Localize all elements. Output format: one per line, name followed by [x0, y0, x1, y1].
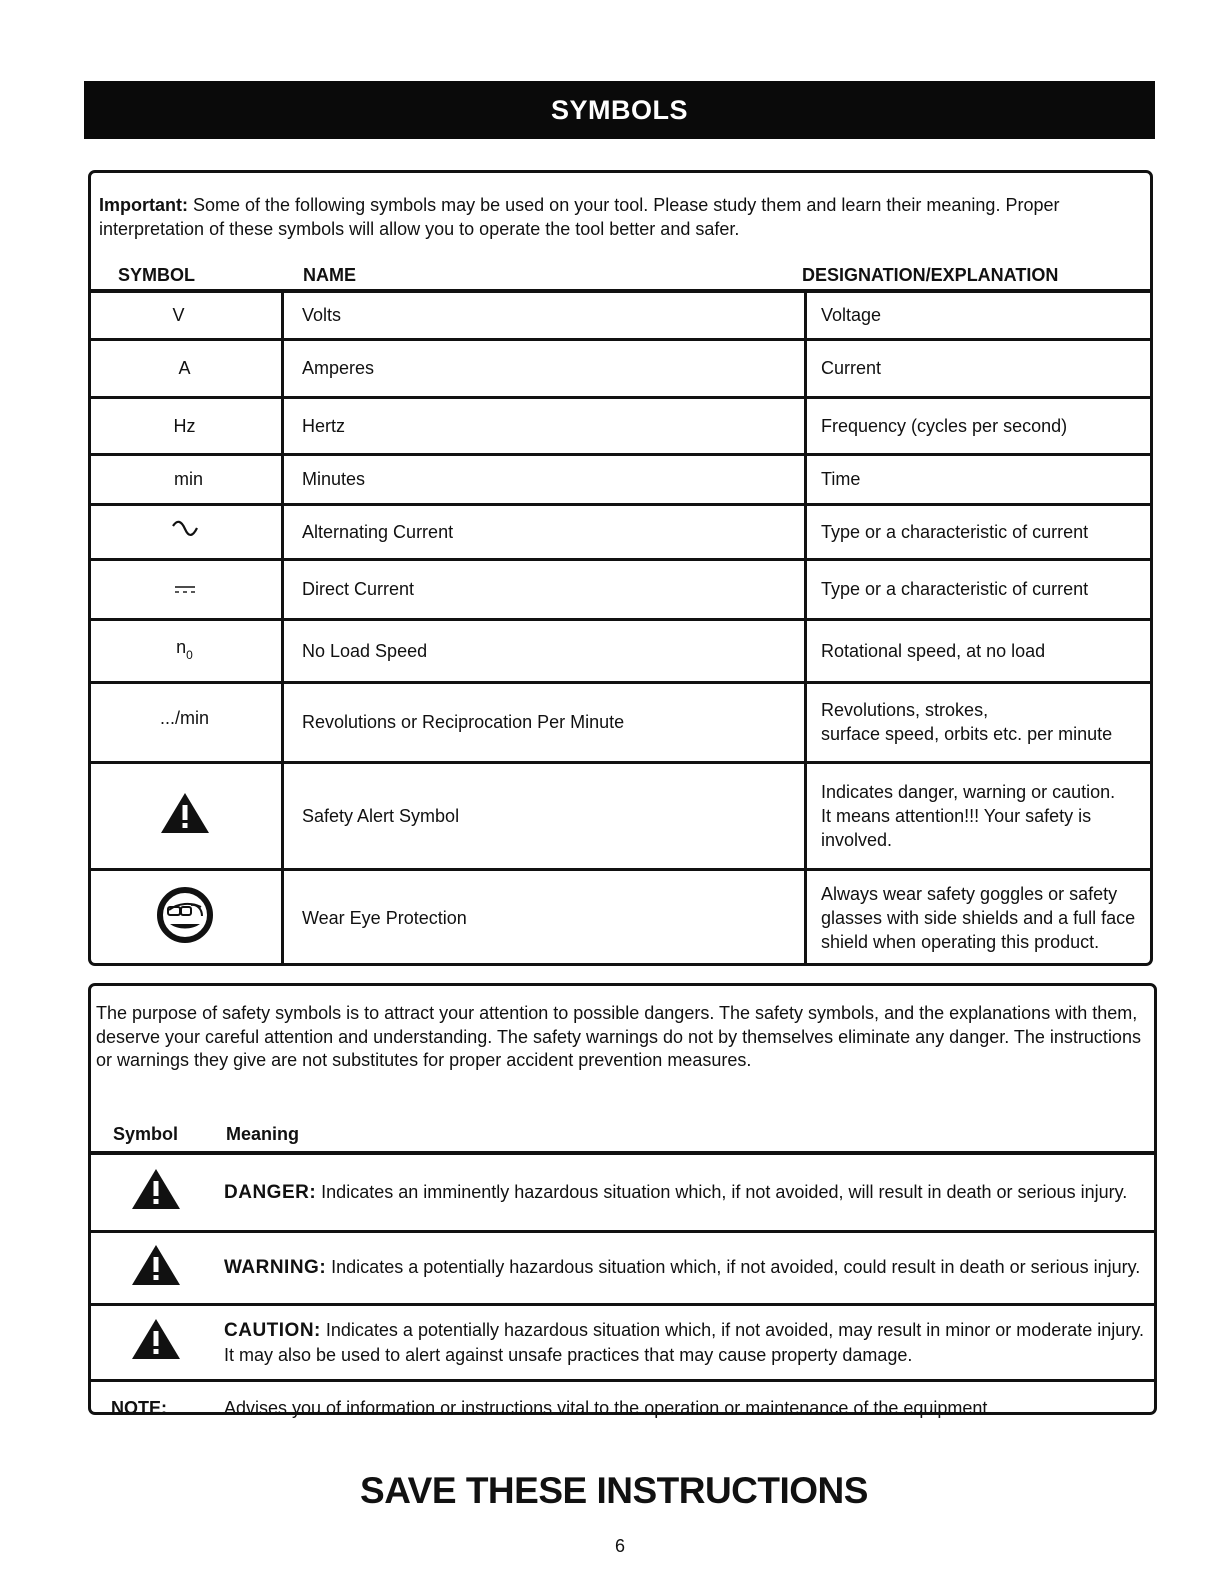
symbol-cell	[88, 397, 283, 454]
meaning-cell	[224, 1231, 1157, 1304]
save-instructions-heading: SAVE THESE INSTRUCTIONS	[360, 1470, 868, 1511]
important-note	[99, 193, 1149, 241]
symbol-text: A	[178, 358, 191, 378]
header-symbol: SYMBOL	[118, 265, 196, 285]
eye-protection-icon	[156, 886, 214, 944]
table-row	[88, 291, 1153, 339]
symbol-cell	[88, 1231, 224, 1304]
symbol-cell	[88, 762, 283, 869]
table-row	[88, 1153, 1157, 1231]
meaning-cell	[224, 1153, 1157, 1231]
table-row	[88, 504, 1153, 559]
designation-line: involved.	[821, 829, 893, 850]
designation-line: It means attention!!! Your safety is	[821, 805, 1092, 826]
note-label: NOTE:	[88, 1380, 224, 1435]
symbol-cell	[88, 339, 283, 397]
designation-cell: Current	[806, 339, 1154, 397]
designation-line: shield when operating this product.	[821, 931, 1100, 952]
table-row	[88, 1231, 1157, 1304]
meaning-text: Indicates a potentially hazardous situation which, if not avoided, could result in death or serious injury.	[326, 1257, 1141, 1277]
warning-icon	[130, 1243, 182, 1287]
symbol-cell	[88, 454, 283, 504]
designation-cell	[806, 682, 1154, 762]
symbol-text: min	[173, 469, 203, 489]
designation-line: Indicates danger, warning or caution.	[821, 781, 1116, 802]
header-meaning: Meaning	[226, 1124, 300, 1144]
name-cell: Direct Current	[283, 559, 806, 619]
symbol-text: Hz	[173, 415, 196, 436]
designation-line: Always wear safety goggles or safety	[821, 883, 1118, 904]
symbols-table	[88, 289, 1153, 965]
symbol-cell	[88, 504, 283, 559]
symbol-cell	[88, 619, 283, 682]
table-row	[88, 1304, 1157, 1380]
purpose-paragraph: The purpose of safety symbols is to attract your attention to possible dangers. The safety symbols, and the explanations with them, deserve your careful attention and understanding. The safety warnings do not by themselves eliminate any danger. The instructions or warnings they give are not substitutes for proper accident prevention measures.	[96, 1003, 1141, 1070]
table-row	[88, 869, 1153, 965]
designation-cell: Voltage	[806, 291, 1154, 339]
header-designation: DESIGNATION/EXPLANATION	[802, 265, 1059, 285]
meaning-text: Indicates an imminently hazardous situation which, if not avoided, will result in death or serious injury.	[316, 1181, 1128, 1202]
safety-alert-icon	[159, 791, 211, 835]
direct-current-icon	[174, 585, 196, 595]
table-row	[88, 1380, 1157, 1435]
meaning-cell: Advises you of information or instructions vital to the operation or maintenance of the equipment.	[224, 1380, 1157, 1435]
important-text: Some of the following symbols may be used on your tool. Please study them and learn their meaning. Proper interpretation of these symbols will allow you to operate the tool better and safer.	[99, 195, 1060, 239]
designation-line: glasses with side shields and a full face	[821, 907, 1136, 928]
table-row	[88, 682, 1153, 762]
designation-cell: Type or a characteristic of current	[806, 559, 1154, 619]
symbol-cell	[88, 1304, 224, 1380]
symbol-cell	[88, 869, 283, 965]
symbol-text: .../min	[159, 707, 209, 728]
symbol-text: n	[176, 636, 187, 657]
symbol-subscript: 0	[186, 647, 193, 662]
signal-word: DANGER:	[224, 1181, 317, 1203]
table-row	[88, 762, 1153, 869]
table-row	[88, 454, 1153, 504]
name-cell: Safety Alert Symbol	[283, 762, 806, 869]
meaning-cell	[224, 1304, 1157, 1380]
name-cell: Volts	[283, 291, 806, 339]
table-row	[88, 619, 1153, 682]
name-cell: Alternating Current	[283, 504, 806, 559]
symbol-cell	[88, 682, 283, 762]
signal-word: WARNING:	[224, 1257, 327, 1278]
designation-cell	[806, 762, 1154, 869]
designation-cell: Time	[806, 454, 1154, 504]
symbols-box	[88, 170, 1153, 966]
designation-line: Revolutions, strokes,	[821, 700, 989, 720]
designation-cell: Rotational speed, at no load	[806, 619, 1154, 682]
header-symbol: Symbol	[113, 1124, 179, 1144]
page-number: 6	[614, 1536, 625, 1556]
safety-symbols-box	[88, 983, 1157, 1419]
signal-word: CAUTION:	[224, 1319, 321, 1341]
name-cell: Amperes	[283, 339, 806, 397]
alternating-current-icon	[170, 520, 200, 538]
table-row	[88, 559, 1153, 619]
name-cell: No Load Speed	[283, 619, 806, 682]
important-label: Important:	[99, 195, 188, 215]
header-name: NAME	[303, 265, 356, 285]
danger-icon	[130, 1167, 182, 1211]
table-row	[88, 339, 1153, 397]
table-row	[88, 397, 1153, 454]
meaning-table	[88, 1151, 1157, 1435]
caution-icon	[130, 1317, 182, 1361]
designation-line: surface speed, orbits etc. per minute	[821, 724, 1113, 744]
symbol-cell	[88, 559, 283, 619]
designation-cell	[806, 869, 1154, 965]
meaning-text: Indicates a potentially hazardous situation which, if not avoided, may result in minor or moderate injury. It may also be used to alert against unsafe practices that may cause property damage.	[224, 1319, 1144, 1365]
name-cell: Wear Eye Protection	[283, 869, 806, 965]
name-cell: Revolutions or Reciprocation Per Minute	[283, 682, 806, 762]
symbol-text: V	[172, 305, 185, 326]
name-cell: Minutes	[283, 454, 806, 504]
symbol-cell	[88, 291, 283, 339]
symbol-cell	[88, 1153, 224, 1231]
designation-cell: Frequency (cycles per second)	[806, 397, 1154, 454]
name-cell: Hertz	[283, 397, 806, 454]
page-title: SYMBOLS	[84, 81, 1155, 139]
designation-cell: Type or a characteristic of current	[806, 504, 1154, 559]
